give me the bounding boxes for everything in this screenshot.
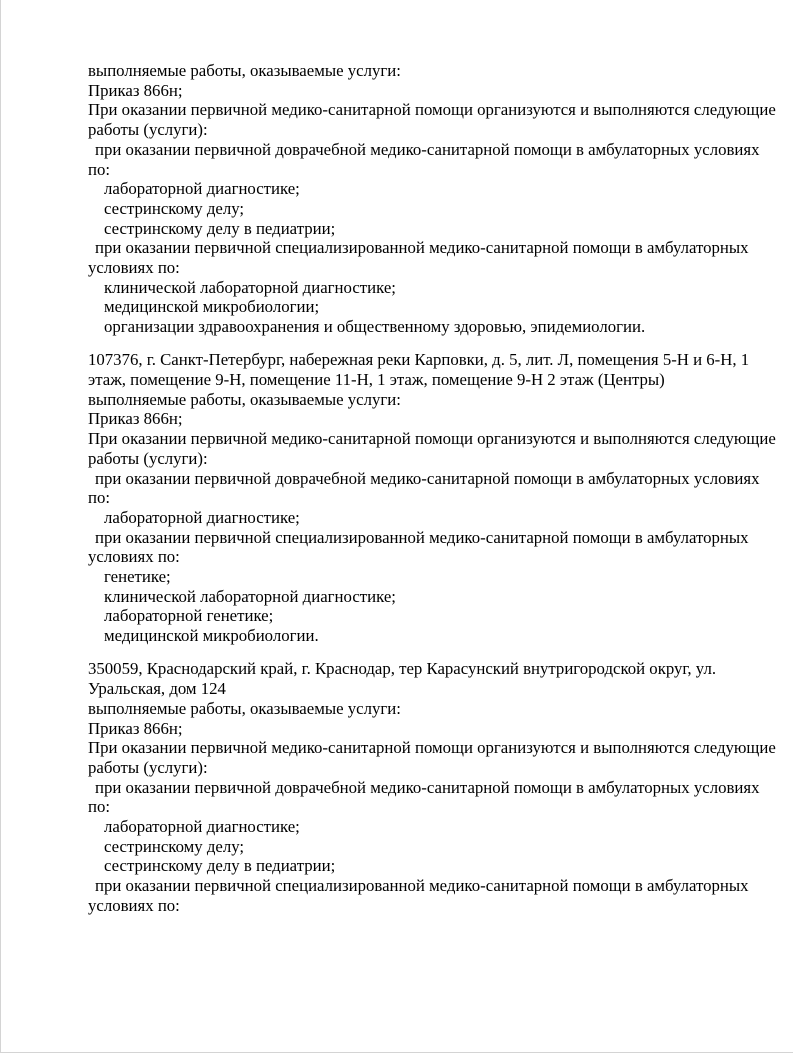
doc-line: лабораторной диагностике;: [104, 817, 300, 837]
doc-line: При оказании первичной медико-санитарной помощи организуются и выполняются следующие: [88, 100, 776, 120]
location-address-line: 107376, г. Санкт-Петербург, набережная реки Карповки, д. 5, лит. Л, помещения 5-Н и 6-Н, 1: [88, 350, 750, 370]
doc-line: лабораторной диагностике;: [104, 179, 300, 199]
doc-line: работы (услуги):: [88, 757, 208, 777]
doc-line: при оказании первичной специализированной медико-санитарной помощи в амбулаторных: [95, 238, 749, 258]
document-content: [88, 61, 776, 916]
doc-line: Приказ 866н;: [88, 80, 183, 100]
location-address-line: Уральская, дом 124: [88, 679, 226, 699]
services-continued-section: [88, 61, 776, 337]
doc-line: Приказ 866н;: [88, 718, 183, 738]
doc-line: при оказании первичной доврачебной медико-санитарной помощи в амбулаторных условиях: [95, 777, 760, 797]
doc-line: при оказании первичной доврачебной медико-санитарной помощи в амбулаторных условиях: [95, 468, 760, 488]
doc-line: При оказании первичной медико-санитарной помощи организуются и выполняются следующие: [88, 429, 776, 449]
doc-line: лабораторной генетике;: [104, 606, 274, 626]
doc-line: работы (услуги):: [88, 448, 208, 468]
doc-line: лабораторной диагностике;: [104, 507, 300, 527]
location-address-line: этаж, помещение 9-Н, помещение 11-Н, 1 этаж, помещение 9-Н 2 этаж (Центры): [88, 370, 665, 390]
doc-line: условиях по:: [88, 258, 180, 278]
location-address-line: 350059, Краснодарский край, г. Краснодар, тер Карасунский внутригородской округ, ул.: [88, 659, 717, 679]
doc-line: по:: [88, 159, 111, 179]
doc-line: сестринскому делу;: [104, 836, 245, 856]
doc-line: работы (услуги):: [88, 120, 208, 140]
doc-line: клинической лабораторной диагностике;: [104, 586, 396, 606]
doc-line: клинической лабораторной диагностике;: [104, 277, 396, 297]
doc-line: по:: [88, 488, 111, 508]
doc-line: при оказании первичной доврачебной медико-санитарной помощи в амбулаторных условиях: [95, 139, 760, 159]
doc-line: генетике;: [104, 567, 171, 587]
location-krasnodar-section: [88, 659, 776, 915]
doc-line: сестринскому делу;: [104, 198, 245, 218]
doc-line: выполняемые работы, оказываемые услуги:: [88, 698, 401, 718]
doc-line: по:: [88, 797, 111, 817]
doc-line: организации здравоохранения и общественному здоровью, эпидемиологии.: [104, 317, 646, 337]
location-spb-section: [88, 350, 776, 646]
doc-line: условиях по:: [88, 895, 180, 915]
doc-line: медицинской микробиологии;: [104, 297, 320, 317]
doc-line: выполняемые работы, оказываемые услуги:: [88, 389, 401, 409]
doc-line: при оказании первичной специализированной медико-санитарной помощи в амбулаторных: [95, 876, 749, 896]
doc-line: При оказании первичной медико-санитарной помощи организуются и выполняются следующие: [88, 738, 776, 758]
doc-line: условиях по:: [88, 547, 180, 567]
doc-line: медицинской микробиологии.: [104, 626, 319, 646]
doc-line: Приказ 866н;: [88, 409, 183, 429]
doc-line: сестринскому делу в педиатрии;: [104, 218, 336, 238]
doc-line: при оказании первичной специализированной медико-санитарной помощи в амбулаторных: [95, 527, 749, 547]
doc-line: выполняемые работы, оказываемые услуги:: [88, 61, 401, 80]
doc-line: сестринскому делу в педиатрии;: [104, 856, 336, 876]
